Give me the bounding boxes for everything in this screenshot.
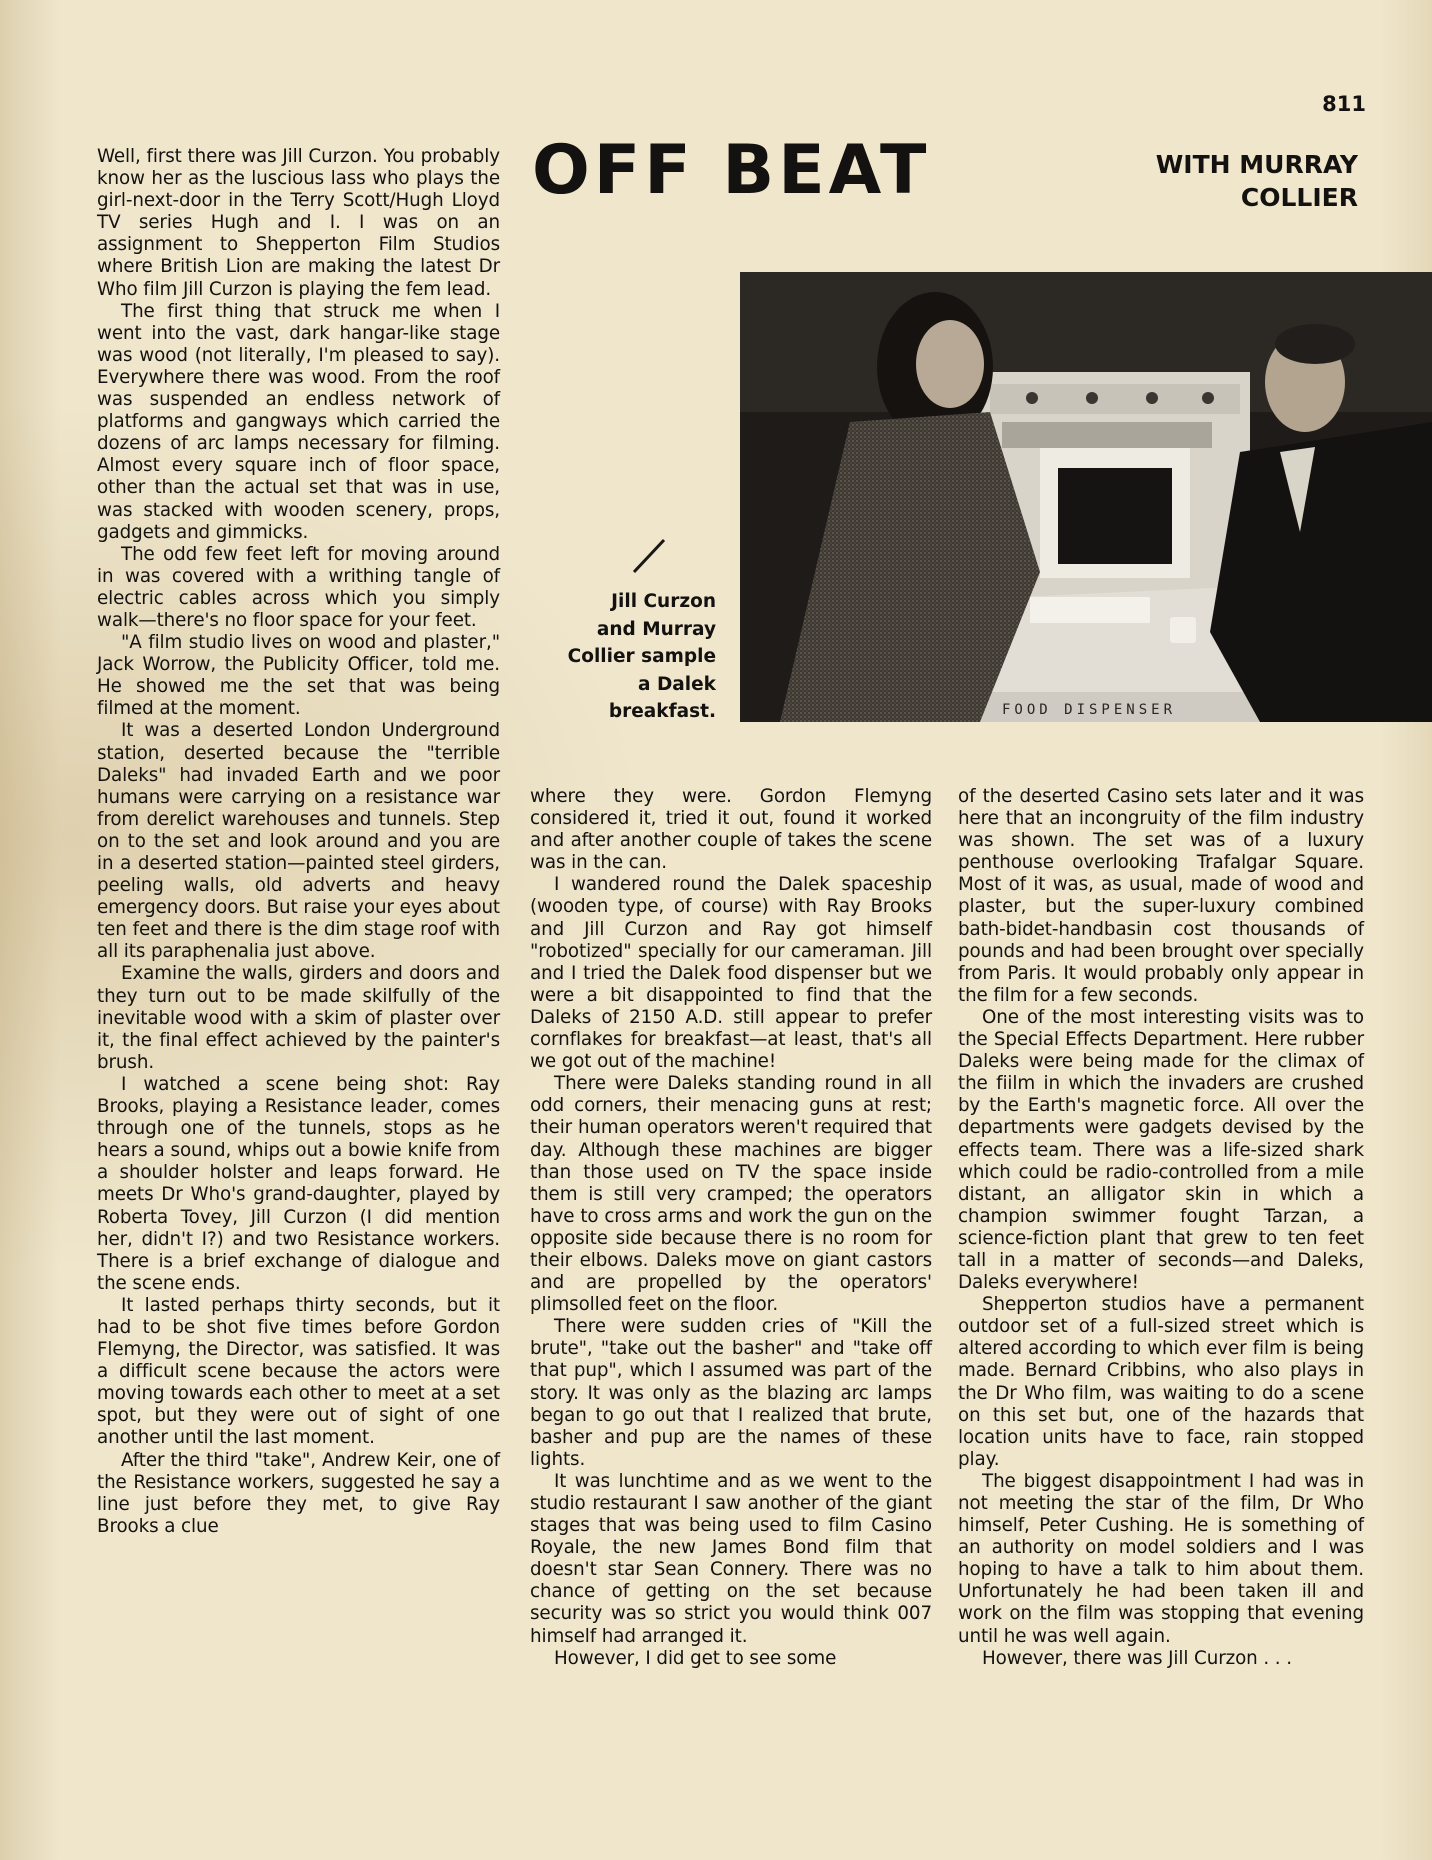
paragraph: I wandered round the Dalek spaceship (wooden type, of course) with Ray Brooks and Jill Curzon and Ray got himself "robotized" specially for our cameraman. Jill and I tried the Dalek food dispenser but we were a bit disappointed to find that the Daleks of 2150 A.D. still appear to prefer cornflakes for breakfast—at least, that's all we got out of the machine! [530,874,932,1073]
cornflakes-box [1030,597,1150,623]
paragraph: It was lunchtime and as we went to the studio restaurant I saw another of the giant stages that was being used to film Casino Royale, the new James Bond film that doesn't star Sean Connery. There was no chance of getting on the set because security was so strict you would think 007 himself had arranged it. [530,1470,932,1647]
photo-illustration [740,272,1432,722]
caption-line-1: Jill Curzon [611,591,716,612]
paragraph: The first thing that struck me when I went into the vast, dark hangar-like stage was wood (not literally, I'm pleased to say). Everywhere there was wood. From the roof was suspended an endless network of platforms and gangways which carried the dozens of arc lamps necessary for filming. Almost every square inch of floor space, other than the actual set that was in use, was stacked with wooden scenery, props, gadgets and gimmicks. [97,300,500,543]
paragraph: The biggest disappointment I had was in not meeting the star of the film, Dr Who himself, Peter Cushing. He is something of an authority on model soldiers and I was hoping to have a talk to him about them. Unfortunately he had been taken ill and work on the film was stopping that evening until he was well again. [958,1470,1364,1647]
byline [1156,148,1358,214]
headline: OFF BEAT [532,131,931,210]
caption-line-4: a Dalek [638,673,716,695]
article-column-2 [530,786,932,1670]
paragraph: After the third "take", Andrew Keir, one of the Resistance workers, suggested he say a line just before they met, to give Ray Brooks a clue [97,1449,500,1537]
article-column-3 [958,786,1364,1670]
paragraph: It lasted perhaps thirty seconds, but it had to be shot five times before Gordon Flemyng, the Director, was satisfied. It was a difficult scene because the actors were moving towards each other to meet at a set spot, but they were out of sight of one another until the last moment. [97,1294,500,1449]
ink-mark [630,536,670,580]
man-figure [1210,422,1432,722]
paragraph: where they were. Gordon Flemyng considered it, tried it out, found it worked and after another couple of takes the scene was in the can. [530,786,932,874]
byline-line-2: COLLIER [1240,183,1358,212]
paragraph: There were Daleks standing round in all odd corners, their menacing guns at rest; their human operators weren't required that day. Although these machines are bigger than those used on TV the space inside them is still very cramped; the operators have to cross arms and work the gun on the opposite side because there is no room for their elbows. Daleks move on giant castors and are propelled by the operators' plimsolled feet on the floor. [530,1073,932,1316]
article-column-1 [97,146,500,1538]
photo-caption [560,588,716,726]
paragraph: It was a deserted London Underground station, deserted because the "terrible Daleks" had invaded Earth and we poor humans were carrying on a resistance war from derelict warehouses and tunnels. Step on to the set and look around and you are in a deserted station—painted steel girders, peeling walls, old adverts and heavy emergency doors. But raise your eyes about ten feet and there is the dim stage roof with all its paraphenalia just above. [97,720,500,963]
paragraph: I watched a scene being shot: Ray Brooks, playing a Resistance leader, comes through one of the tunnels, stops as he hears a sound, whips out a bowie knife from a shoulder holster and leaps forward. He meets Dr Who's grand-daughter, played by Roberta Tovey, Jill Curzon (I did mention her, didn't I?) and two Resistance workers. There is a brief exchange of dialogue and the scene ends. [97,1073,500,1294]
paragraph: There were sudden cries of "Kill the brute", "take out the basher" and "take off that pup", which I assumed was part of the story. It was only as the blazing arc lamps began to go out that I realized that brute, basher and pup are the names of these lights. [530,1316,932,1470]
paragraph: "A film studio lives on wood and plaster," Jack Worrow, the Publicity Officer, told me. He showed me the set that was being filmed at the moment. [97,632,500,720]
paragraph: However, I did get to see some [554,1647,837,1669]
photo-jill-curzon-murray-collier [740,272,1432,722]
byline-line-1: WITH MURRAY [1155,150,1358,179]
page-number: 811 [1322,92,1366,116]
paragraph: Well, first there was Jill Curzon. You probably know her as the luscious lass who plays the girl-next-door in the Terry Scott/Hugh Lloyd TV series Hugh and I. I was on an assignment to Shepperton Film Studios where British Lion are making the latest Dr Who film Jill Curzon is playing the fem lead. [97,146,500,300]
paragraph: The odd few feet left for moving around in was covered with a writhing tangle of electric cables across which you simply walk—there's no floor space for your feet. [97,543,500,631]
paragraph: of the deserted Casino sets later and it was here that an incongruity of the film industry was shown. The set was of a luxury penthouse overlooking Trafalgar Square. Most of it was, as usual, made of wood and plaster, but the super-luxury combined bath-bidet-handbasin cost thousands of pounds and had been brought over specially from Paris. It would probably only appear in the film for a few seconds. [958,786,1364,1006]
paragraph: One of the most interesting visits was to the Special Effects Department. Here rubber Daleks were being made for the climax of the fiilm in which the invaders are crushed by the Earth's magnetic force. All over the departments were gadgets devised by the effects team. There was a life-sized shark which could be radio-controlled from a mile distant, an alligator skin in which a champion swimmer fought Tarzan, a science-fiction plant that grew to ten feet tall in a matter of seconds—and Daleks, Daleks everywhere! [958,1006,1364,1294]
paragraph: Shepperton studios have a permanent outdoor set of a full-sized street which is altered according to which ever film is being made. Bernard Cribbins, who also plays in the Dr Who film, was waiting to do a scene on this set but, one of the hazards that location units have to face, rain stopped play. [958,1294,1364,1470]
caption-line-3: Collier sample [567,646,716,667]
food-dispenser-label: FOOD DISPENSER [1002,702,1177,718]
caption-line-2: and Murray [596,618,716,640]
cup-icon [1170,617,1196,643]
paragraph: However, there was Jill Curzon . . . [982,1647,1292,1669]
caption-line-5: breakfast. [608,701,716,722]
paragraph: Examine the walls, girders and doors and they turn out to be made skilfully of the inevitable wood with a skim of plaster over it, the final effect achieved by the painter's brush. [97,963,500,1073]
